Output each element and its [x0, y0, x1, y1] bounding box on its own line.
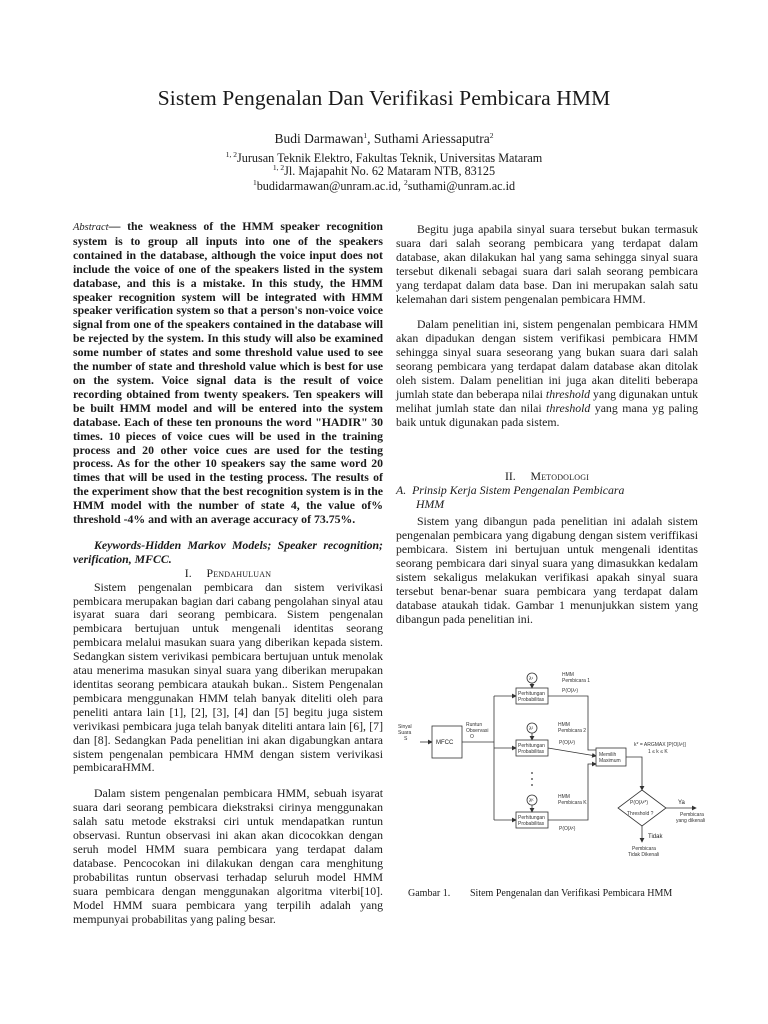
author-separator: , — [367, 131, 374, 146]
p-k-label: P(O|λᴷ) — [559, 826, 576, 832]
runtun-label-line-3: O — [470, 734, 474, 740]
runtun-label-line-1: Runtun — [466, 722, 483, 728]
affiliation-department-mark: 1, 2 — [225, 150, 238, 159]
author-line — [0, 131, 768, 147]
intro-paragraph-2: Dalam sistem pengenalan pembicara HMM, sebuah isyarat suara dari seorang pembicara diekstraksi cirinya menggunakan salah satu metode ekstraksi ciri untuk mendapatkan runtun observasi. Runtun observasi ini akan akan dicocokkan dengan seruh model HMM suara pembicara yang terdapat dalam database. Pencocokan ini dilakukan dengan cara menghitung probabilitas runtun observasi terhadap seluruh model HMM suara pembicara dengan menggunakan algoritma viterbi[10]. Model HMM suara pembicara yang terpilih adalah yang mempunyai probabilitas yang paling besar. — [73, 786, 383, 926]
author-2-mark: 2 — [489, 131, 494, 140]
subsection-a-label: A. — [396, 482, 407, 497]
email-separator: , — [397, 179, 404, 193]
out-no-line-1: Pembicara — [632, 846, 656, 852]
section-1-title: Pendahuluan — [206, 565, 272, 580]
ellipsis-dot-2 — [531, 778, 533, 780]
subsection-a-heading — [396, 484, 698, 512]
method-paragraph-1: Sistem yang dibangun pada penelitian ini adalah sistem pengenalan pembicara yang digabung dengan sistem veriffikasi pembicara. Sistem ini bertujuan untuk mengenali identitas seorang pembicara dari sinyal suara yang dimasukkan kedalam sistem sekaligus melakukan verifikasi apakah sinyal suara tersebut benar-benar suara pembicara yang terdapat dalam database ataukah tidak. Gambar 1 menunjukkan sistem yang dibangun pada penelitian ini. — [396, 514, 698, 626]
runtun-label-line-2: Observasi — [466, 728, 489, 734]
hmm-2-label-line-2: Pembicara 2 — [558, 728, 587, 734]
mfcc-label: MFCC — [436, 740, 454, 746]
affiliation-address — [0, 164, 768, 179]
input-label-line-3: S — [404, 736, 408, 742]
right-paragraph-2-part-a: Dalam penelitian ini, sistem pengenalan pembicara HMM akan dipadukan dengan sistem verifikasi pembicara HMM sehingga sinyal suara seseorang yang bukan suara dari salah seorang pembicara yang terdapat dalam database akan ditolak oleh sistem. Dalam penelitian ini juga akan diteliti beberapa jumlah state dan beberapa nilai — [396, 317, 698, 401]
right-paragraph-1: Begitu juga apabila sinyal suara tersebut bukan termasuk suara dari salah seorang pembicara yang terdapat dalam database, akan dilakukan hal yang sama sehingga sinyal suara tersebut dikenali sebagai suara dari salah seorang pembicara yang terdapat dalam data base. Dan ini merupakan salah satu kelemahan dari sistem pengenalan pembicara HMM. — [396, 222, 698, 306]
section-2-number: II. — [504, 468, 516, 483]
abstract-dash: — — [108, 219, 128, 233]
abstract-paragraph — [73, 220, 383, 527]
input-label-line-2: Suara — [398, 730, 412, 736]
threshold-term-2: threshold — [546, 400, 591, 415]
prob-1-label-line-2: Probabilitas — [518, 697, 545, 703]
right-paragraph-2-part-c: yang mana yg paling baik untuk digunakan pada sistem. — [396, 400, 698, 429]
affiliation-department-text: Jurusan Teknik Elektro, Fakultas Teknik, Universitas Mataram — [237, 151, 543, 165]
paper-title: Sistem Pengenalan Dan Verifikasi Pembicara HMM — [157, 86, 611, 110]
arrow-prob-2-max — [548, 748, 596, 756]
subsection-a-line-1: Prinsip Kerja Sistem Pengenalan Pembicara — [412, 482, 625, 497]
prob-k-label-line-1: Perhitungan — [518, 815, 545, 821]
right-column — [396, 223, 698, 627]
hmm-2-label-line-1: HMM — [558, 722, 570, 728]
no-label: Tidak — [648, 834, 663, 840]
email-2-mark: 2 — [403, 178, 408, 187]
p-2-label: P(O|λ²) — [559, 740, 576, 746]
email-2: suthami@unram.ac.id — [407, 179, 516, 193]
prob-1-label-line-1: Perhitungan — [518, 691, 545, 697]
max-label-line-2: Maximum — [599, 758, 621, 764]
out-yes-line-1: Pembicara — [680, 812, 704, 818]
prob-2-label-line-2: Probabilitas — [518, 749, 545, 755]
author-2-name: Suthami Ariessaputra — [373, 131, 490, 146]
hmm-1-label-line-1: HMM — [562, 672, 574, 678]
argmax-line-2: 1 ≤ k ≤ K — [648, 749, 668, 755]
hmm-1-label-line-2: Pembicara 1 — [562, 678, 591, 684]
abstract-text: the weakness of the HMM speaker recognition system is to group all inputs into one of the speakers contained in the database, although the voice input does not include the voice of one of the speakers listed in the system database, and this is a mistake. In this study, the HMM speaker recognition system will be integrated with HMM speaker verification system so that a person's non-voice voice signal from one of the speakers contained in the database will be rejected by the system. In this study will also be examined some number of states and some threshold value used to see the number of state and threshold value which is best for use on the system. Voice signal data is the result of voice recording obtained from twenty speakers. Ten speakers will be built HMM model and will be entered into the system database. Each of these ten pronouns the word "HADIR" 30 times. 10 pieces of voice cues will be used in the training process and 20 other voice cues are used for the testing process. As for the other 10 speakers say the same word 20 times that will be used in the testing process. The results of the experiment show that the best recognition system is in the HMM model with the number of state 4, the value of% threshold -4% and with an average accuracy of 73.75%. — [73, 219, 383, 527]
diamond-label-line-1: P(O|λᵏ*) — [630, 800, 648, 806]
section-1-heading — [73, 567, 383, 581]
out-yes-line-2: yang dikenali — [676, 818, 706, 824]
threshold-diamond — [618, 790, 666, 826]
hmm-k-label-line-2: Pembicara K — [558, 800, 587, 806]
p-1-label: P(O|λ¹) — [562, 688, 579, 694]
out-no-line-2: Tidak Dikenali — [628, 852, 660, 858]
affiliation-emails — [0, 179, 768, 194]
affiliation-address-mark: 1, 2 — [272, 163, 285, 172]
subsection-a-line-2: HMM — [416, 496, 445, 511]
caption-text: Sitem Pengenalan dan Verifikasi Pembicara HMM — [470, 888, 673, 899]
hmm-k-label-line-1: HMM — [558, 794, 570, 800]
figure-1-diagram — [396, 670, 706, 872]
abstract-label: Abstract — [73, 222, 109, 233]
lambda-2-label: λ² — [529, 726, 534, 732]
author-1-mark: 1 — [363, 131, 368, 140]
lambda-k-label: λᴷ — [529, 798, 534, 804]
ellipsis-dot-1 — [531, 772, 533, 774]
yes-label: Ya — [678, 800, 685, 806]
system-diagram — [396, 670, 706, 872]
ellipsis-dot-3 — [531, 784, 533, 786]
diamond-label-line-2: Threshold ? — [627, 811, 654, 817]
max-label-line-1: Memilih — [599, 752, 617, 758]
right-paragraph-2 — [396, 318, 698, 429]
email-1: budidarmawan@unram.ac.id — [256, 179, 398, 193]
section-2-title: Metodologi — [530, 468, 590, 483]
arrow-max-diamond — [626, 757, 642, 790]
threshold-term-1: threshold — [545, 386, 591, 401]
email-1-mark: 1 — [252, 178, 257, 187]
section-1-number: I. — [184, 565, 192, 580]
lambda-1-label: λ¹ — [529, 676, 534, 682]
keywords: Keywords-Hidden Markov Models; Speaker recognition; verification, MFCC. — [73, 537, 383, 566]
prob-2-label-line-1: Perhitungan — [518, 743, 545, 749]
prob-k-label-line-2: Probabilitas — [518, 821, 545, 827]
arrow-prob-k-max — [548, 764, 596, 820]
section-2-heading — [396, 470, 698, 484]
intro-paragraph-1: Sistem pengenalan pembicara dan sistem verivikasi pembicara merupakan bagian dari cabang pengolahan sinyal atau isyarat suara dari seorang pembicara. Sistem pengenalan pembicara bertujuan untuk mengenali identitas seorang pembicara melalui masukan suara yang diberikan kepada sistem. Sedangkan sistem verivikasi pembicara bertujuan untuk menolak atau menerima masukan sinyal suara yang diberikan merupakan identitas seorang pembicara ataukah bukan.. Sistem Pengenalan pembicara menggunakan HMM telah banyak diteliti oleh para peneliti antara lain [1], [2], [3], [4] dan [5] begitu juga sistem verivikasi pembicara juga telah banyak diteliti antara lain [6], [7] dan [8]. Sedangkan Pada penelitian ini akan digabungkan antara sistem pengenalan pembicara HMM dengan sistem verivikasi pembicaraHMM. — [73, 579, 383, 775]
argmax-line-1: k* = ARGMAX [P(O|λᵏ)] — [634, 742, 686, 748]
input-label-line-1: Sinyal — [398, 724, 412, 730]
caption-number: Gambar 1. — [408, 888, 451, 899]
author-1-name: Budi Darmawan — [274, 131, 364, 146]
figure-1-caption — [396, 888, 706, 899]
right-paragraph-2-part-b: yang digunakan untuk melihat jumlah state dan nilai — [396, 386, 698, 415]
left-column — [73, 220, 383, 926]
affiliation-address-text: Jl. Majapahit No. 62 Mataram NTB, 83125 — [284, 164, 496, 178]
